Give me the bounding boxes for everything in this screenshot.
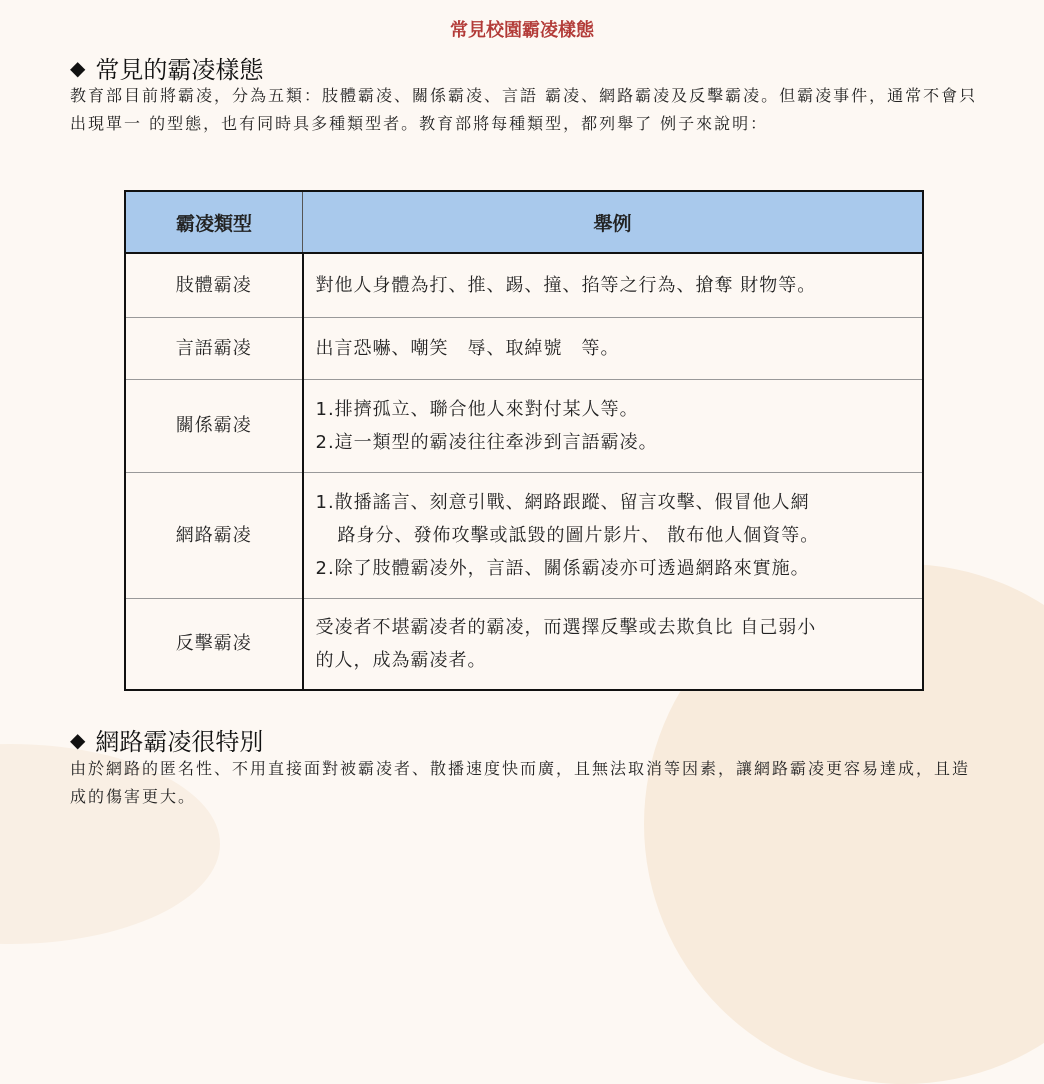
- table-row: [125, 317, 923, 379]
- example-cell: [303, 379, 924, 472]
- type-cell: 反擊霸凌: [125, 598, 303, 690]
- example-cell: [303, 472, 924, 598]
- example-line: 路身分、發佈攻擊或詆毀的圖片影片、 散布他人個資等。: [337, 524, 820, 546]
- bullying-types-table: [124, 190, 924, 691]
- intro-paragraph: 教育部目前將霸凌，分為五類：肢體霸凌、關係霸凌、言語 霸凌、網路霸凌及反擊霸凌。但霸凌事件，通常不會只出現單一 的型態，也有同時具多種類型者。教育部將每種類型，都列舉了 例子來說明：: [70, 86, 978, 133]
- section-heading-types: [70, 50, 263, 85]
- type-cell: 網路霸凌: [125, 472, 303, 598]
- diamond-bullet-icon: ◆: [70, 55, 86, 80]
- header-type: 霸凌類型: [125, 191, 303, 253]
- section-heading-text: 網路霸凌很特別: [95, 728, 264, 756]
- table-header-row: [125, 191, 923, 253]
- type-cell: 言語霸凌: [125, 317, 303, 379]
- example-cell: [303, 317, 924, 379]
- type-cell: 肢體霸凌: [125, 253, 303, 317]
- table-row: [125, 253, 923, 317]
- table-row: [125, 472, 923, 598]
- example-line: 2.除了肢體霸凌外，言語、關係霸凌亦可透過網路來實施。: [315, 557, 810, 579]
- section-heading-text: 常見的霸凌樣態: [95, 56, 264, 84]
- cyber-paragraph: 由於網路的匿名性、不用直接面對被霸凌者、散播速度快而廣，且無法取消等因素，讓網路霸凌更容易達成，且造成的傷害更大。: [70, 759, 971, 806]
- table-row: [125, 598, 923, 690]
- section-heading-cyber: [70, 722, 263, 757]
- example-line: 1.排擠孤立、聯合他人來對付某人等。: [315, 398, 639, 420]
- page-title: 常見校園霸凌樣態: [450, 20, 594, 41]
- header-example: 舉例: [303, 191, 924, 253]
- example-cell: [303, 598, 924, 690]
- type-cell: 關係霸凌: [125, 379, 303, 472]
- example-line: 出言恐嚇、嘲笑 辱、取綽號 等。: [315, 337, 620, 359]
- example-line: 的人，成為霸凌者。: [315, 649, 487, 671]
- example-line: 2.這一類型的霸凌往往牽涉到言語霸凌。: [315, 431, 658, 453]
- example-line: 受凌者不堪霸凌者的霸凌，而選擇反擊或去欺負比 自己弱小: [315, 616, 817, 638]
- example-line: 對他人身體為打、推、踢、撞、掐等之行為、搶奪 財物等。: [315, 274, 817, 296]
- table-row: [125, 379, 923, 472]
- example-cell: [303, 253, 924, 317]
- example-line: 1.散播謠言、刻意引戰、網路跟蹤、留言攻擊、假冒他人網: [315, 491, 810, 513]
- diamond-bullet-icon: ◆: [70, 727, 86, 752]
